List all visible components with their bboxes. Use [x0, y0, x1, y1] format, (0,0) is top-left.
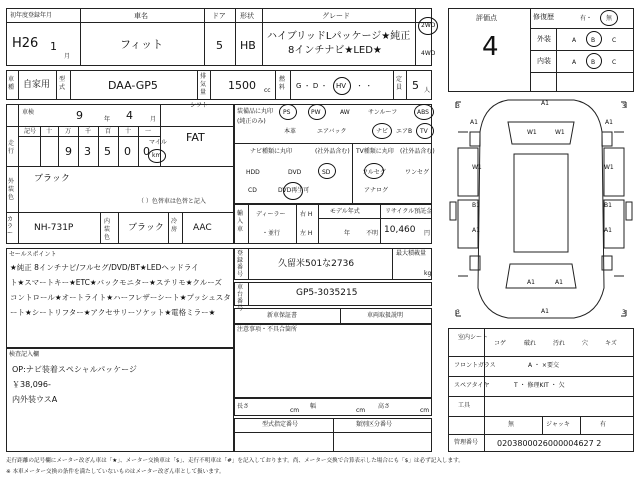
- inspector-label: 検査記入欄: [9, 351, 40, 358]
- drive-2wd: 2WD: [421, 22, 436, 29]
- navi-hdd: HDD: [246, 169, 260, 176]
- navi-cd: CD: [248, 187, 257, 194]
- diagram-bracket-label: 3: [622, 309, 626, 316]
- model-year-era: 年: [344, 230, 351, 237]
- seat-stain: 汚れ: [553, 340, 566, 347]
- capacity-label: 定員: [396, 76, 403, 91]
- mileage-digit: 9: [65, 145, 72, 158]
- manual-label: 車両取扱説明: [367, 312, 404, 319]
- mileage-digit: 5: [104, 145, 111, 158]
- inspection-label: 車検: [22, 109, 35, 116]
- max-load-unit: kg: [424, 270, 432, 277]
- reg-year-label: 初年度登録年月: [10, 12, 53, 19]
- recycle-value: 10,460: [384, 225, 416, 235]
- digit-header-4: 百: [105, 128, 112, 135]
- import-label: 輸入車: [237, 210, 244, 233]
- chassis-number: GP5-3035215: [296, 288, 358, 298]
- seat-burn: コゲ: [494, 340, 507, 347]
- chassis-label: 車台番号: [237, 284, 244, 312]
- reg-month: 1: [50, 40, 57, 53]
- navi-dvd-play: DVD再生可: [278, 187, 310, 194]
- jack-label: ジャッキ: [546, 421, 570, 428]
- footer-note: ※ 本車メーター交換の条件を満たしていないものはメーター改ざん車として扱います。: [6, 469, 225, 475]
- equipment-title: 装備品に丸印: [237, 108, 274, 115]
- ac-type: AAC: [193, 223, 212, 233]
- repair-history-none: 無: [606, 15, 613, 22]
- fuel-options: G ・ D ・: [296, 82, 328, 90]
- damage-mark: A1: [541, 100, 549, 107]
- footer-note: 走行距離の記号欄にメーター改ざん車は「★」、メーター交換車は「$」、走行不明車は「#」を記入しております。尚、メーター交換で合算表示した場合にも「$」は必ず記入します。: [6, 458, 464, 464]
- tv-analog: アナログ: [364, 187, 389, 194]
- color-code: NH-731P: [34, 223, 74, 233]
- sales-point-line: ト★スマートキー★ETC★バックモニター★ステリモ★クルーズ: [10, 278, 222, 287]
- equip-aw: AW: [340, 109, 350, 116]
- equip-navi: ナビ: [376, 128, 389, 135]
- damage-mark: A1: [470, 119, 478, 126]
- equip-airbag: エアバック: [317, 128, 347, 135]
- interior-color: ブラック: [128, 223, 164, 233]
- equipment-subtitle: (純正のみ): [237, 118, 266, 125]
- diagram-bracket-label: 3: [622, 103, 626, 110]
- tools-label: 工具: [458, 402, 471, 409]
- fuel-selected: HV: [336, 82, 347, 90]
- exterior-grade-b: B: [591, 37, 596, 44]
- equip-ps: PS: [283, 109, 291, 116]
- ac-label: 冷房: [171, 218, 178, 233]
- damage-mark: W1: [555, 129, 565, 136]
- windshield-label: フロントガラス: [454, 362, 496, 369]
- exterior-grade-label: 外装: [537, 35, 551, 43]
- digit-header-0: 記号: [24, 128, 37, 135]
- type-label: 型式: [59, 76, 66, 91]
- equip-airb: エアB: [396, 128, 413, 135]
- score-label: 評価点: [476, 14, 497, 22]
- import-right-hand: 右 H: [300, 211, 313, 218]
- equip-sunroof: サンルーフ: [368, 109, 398, 116]
- navi-title: ナビ種類に丸印: [250, 148, 293, 155]
- length-unit: cm: [290, 407, 300, 414]
- displacement-unit: cc: [264, 87, 271, 94]
- length-label: 長さ: [237, 403, 250, 410]
- exterior-color: ブラック: [34, 174, 70, 184]
- damage-mark: B1: [604, 202, 612, 209]
- model-year-unknown: 不明: [366, 230, 379, 237]
- navi-dvd: DVD: [288, 169, 302, 176]
- interior-seat-label: 室内シート: [458, 334, 489, 341]
- damage-mark: W1: [604, 164, 614, 171]
- exterior-grade-c: C: [612, 37, 617, 44]
- jack-value: 有: [600, 421, 607, 428]
- fuel-rest: ・ ・: [356, 82, 373, 90]
- spare-tire-label: スペアタイヤ: [454, 382, 490, 389]
- displacement-label: 排気量: [200, 73, 207, 96]
- interior-grade-a: A: [572, 59, 577, 66]
- digit-header-6: 一: [145, 128, 152, 135]
- mileage-unit: km: [152, 152, 162, 159]
- equip-leather: 本革: [284, 128, 297, 135]
- mileage-digit: 0: [143, 145, 150, 158]
- repair-notes-label: 注意事項・不具合箇所: [237, 326, 298, 333]
- damage-mark: A1: [541, 308, 549, 315]
- height-label: 高さ: [378, 403, 391, 410]
- recycle-unit: 円: [424, 230, 431, 237]
- damage-mark: A1: [472, 227, 480, 234]
- seat-hole: 穴: [582, 340, 589, 347]
- inspector-line: 内外装ウスA: [12, 395, 58, 404]
- tv-subtitle: (社外品含む): [400, 148, 435, 155]
- diagram-bracket-label: 3: [456, 103, 460, 110]
- digit-header-5: 十: [125, 128, 132, 135]
- damage-mark: B1: [472, 202, 480, 209]
- exterior-grade-a: A: [572, 37, 577, 44]
- import-left-hand: 左 H: [300, 230, 313, 237]
- inspector-line: ￥38,096-: [12, 380, 51, 389]
- repair-history-label: 修復歴: [533, 13, 554, 21]
- type-number-label: 型式指定番号: [262, 421, 299, 428]
- height-unit: cm: [420, 407, 430, 414]
- interior-grade-c: C: [612, 59, 617, 66]
- drive-4wd: 4WD: [421, 50, 436, 57]
- sales-point-line: ★純正 8インチナビ/フルセグ/DVD/BT★LEDヘッドライ: [10, 263, 199, 272]
- model-type: DAA-GP5: [108, 79, 158, 92]
- exterior-label: 外装色: [8, 178, 15, 201]
- displacement: 1500: [228, 79, 256, 92]
- repair-notes-block: [234, 324, 432, 398]
- vehicle-use: 自家用: [23, 80, 51, 90]
- max-load-label: 最大積載量: [396, 250, 427, 257]
- grade-line-1: ハイブリッドLパッケージ★純正: [267, 31, 411, 42]
- damage-diagram: [448, 92, 634, 326]
- interior-grade-label: 内装: [537, 57, 551, 65]
- width-unit: cm: [356, 407, 366, 414]
- grade-label: グレード: [322, 12, 350, 20]
- sales-point-label: セールスポイント: [9, 251, 57, 258]
- body-shape: HB: [240, 39, 256, 52]
- damage-mark: A1: [527, 279, 535, 286]
- damage-mark: A1: [555, 279, 563, 286]
- doors-label: ドア: [212, 12, 226, 20]
- grade-line-2: 8インチナビ★LED★: [288, 45, 382, 56]
- tv-oneseg: ワンセグ: [405, 169, 430, 176]
- tv-fullseg: フルセグ: [362, 169, 386, 176]
- equip-tv: TV: [420, 128, 428, 135]
- shift-type: FAT: [186, 131, 205, 144]
- exterior-note: （ ）色替車は色替と記入: [138, 198, 206, 205]
- interior-color-label: 内装色: [104, 218, 111, 241]
- import-parallel: ・並行: [262, 230, 281, 237]
- plate-number: 久留米501な2736: [278, 259, 355, 269]
- plate-label: 登録番号: [237, 250, 244, 278]
- warranty-label: 新車保証書: [267, 312, 298, 319]
- damage-mark: A1: [604, 227, 612, 234]
- tv-title: TV種類に丸印: [356, 148, 394, 155]
- digit-header-3: 千: [85, 128, 92, 135]
- capacity-unit: 人: [424, 87, 431, 94]
- inspector-line: OP:ナビ装着スペシャルパッケージ: [12, 365, 137, 374]
- inspection-year: 9: [76, 109, 83, 122]
- seat-scratch: キズ: [605, 340, 617, 347]
- capacity: 5: [412, 79, 419, 92]
- reg-era-year: H26: [12, 36, 39, 51]
- digit-header-2: 万: [65, 128, 72, 135]
- inspection-month: 4: [126, 109, 133, 122]
- diagram-bracket-label: 3: [456, 309, 460, 316]
- import-dealer: ディーラー: [256, 211, 286, 218]
- mileage-digit: 0: [124, 145, 131, 158]
- repair-history-options: 有・: [580, 15, 593, 22]
- seat-tear: 破れ: [524, 340, 537, 347]
- use-label: 車種: [8, 76, 15, 91]
- sales-point-line: コントロール★オートライト★ハーフレザーシート★プッシュスタ: [10, 293, 231, 302]
- color-code-label: カラー: [7, 216, 14, 237]
- dimensions-row: [234, 398, 432, 416]
- inspection-month-unit: 月: [150, 116, 157, 123]
- model-year-label: モデル年式: [330, 208, 360, 215]
- car-name-label: 車名: [134, 12, 148, 20]
- shape-label: 形状: [240, 12, 254, 20]
- spare-tire-values: T ・ 修理KIT ・ 欠: [514, 382, 565, 389]
- inspection-year-unit: 年: [104, 116, 111, 123]
- shift-label: シフト: [190, 102, 209, 109]
- management-number-label: 管理番号: [454, 439, 479, 446]
- equip-pw: PW: [311, 109, 321, 116]
- equip-abs: ABS: [417, 109, 429, 116]
- tools-value: 無: [508, 421, 515, 428]
- mileage-label: 走行: [8, 140, 15, 155]
- doors: 5: [216, 39, 223, 52]
- class-number-label: 類別区分番号: [356, 421, 393, 428]
- damage-mark: W1: [527, 129, 537, 136]
- navi-subtitle: (社外品含む): [315, 148, 350, 155]
- damage-mark: W1: [472, 164, 482, 171]
- management-number: 0203800026000004627 2: [497, 439, 602, 448]
- fuel-label: 燃料: [279, 76, 286, 91]
- damage-mark: A1: [605, 119, 613, 126]
- windshield-values: A ・ ×要交: [528, 362, 559, 369]
- recycle-label: リサイクル預託金: [385, 208, 433, 215]
- overall-score: 4: [482, 32, 499, 62]
- navi-sd: SD: [322, 169, 331, 176]
- reg-month-unit: 月: [64, 53, 71, 60]
- car-name: フィット: [120, 38, 164, 51]
- sales-point-line: ート★シートリフター★アクセサリーソケット★電格ミラー★: [10, 308, 216, 317]
- mileage-digit: 3: [84, 145, 91, 158]
- digit-header-1: 十: [46, 128, 53, 135]
- interior-grade-b: B: [591, 59, 596, 66]
- width-label: 幅: [310, 403, 317, 410]
- mile-label: マイル: [149, 139, 167, 146]
